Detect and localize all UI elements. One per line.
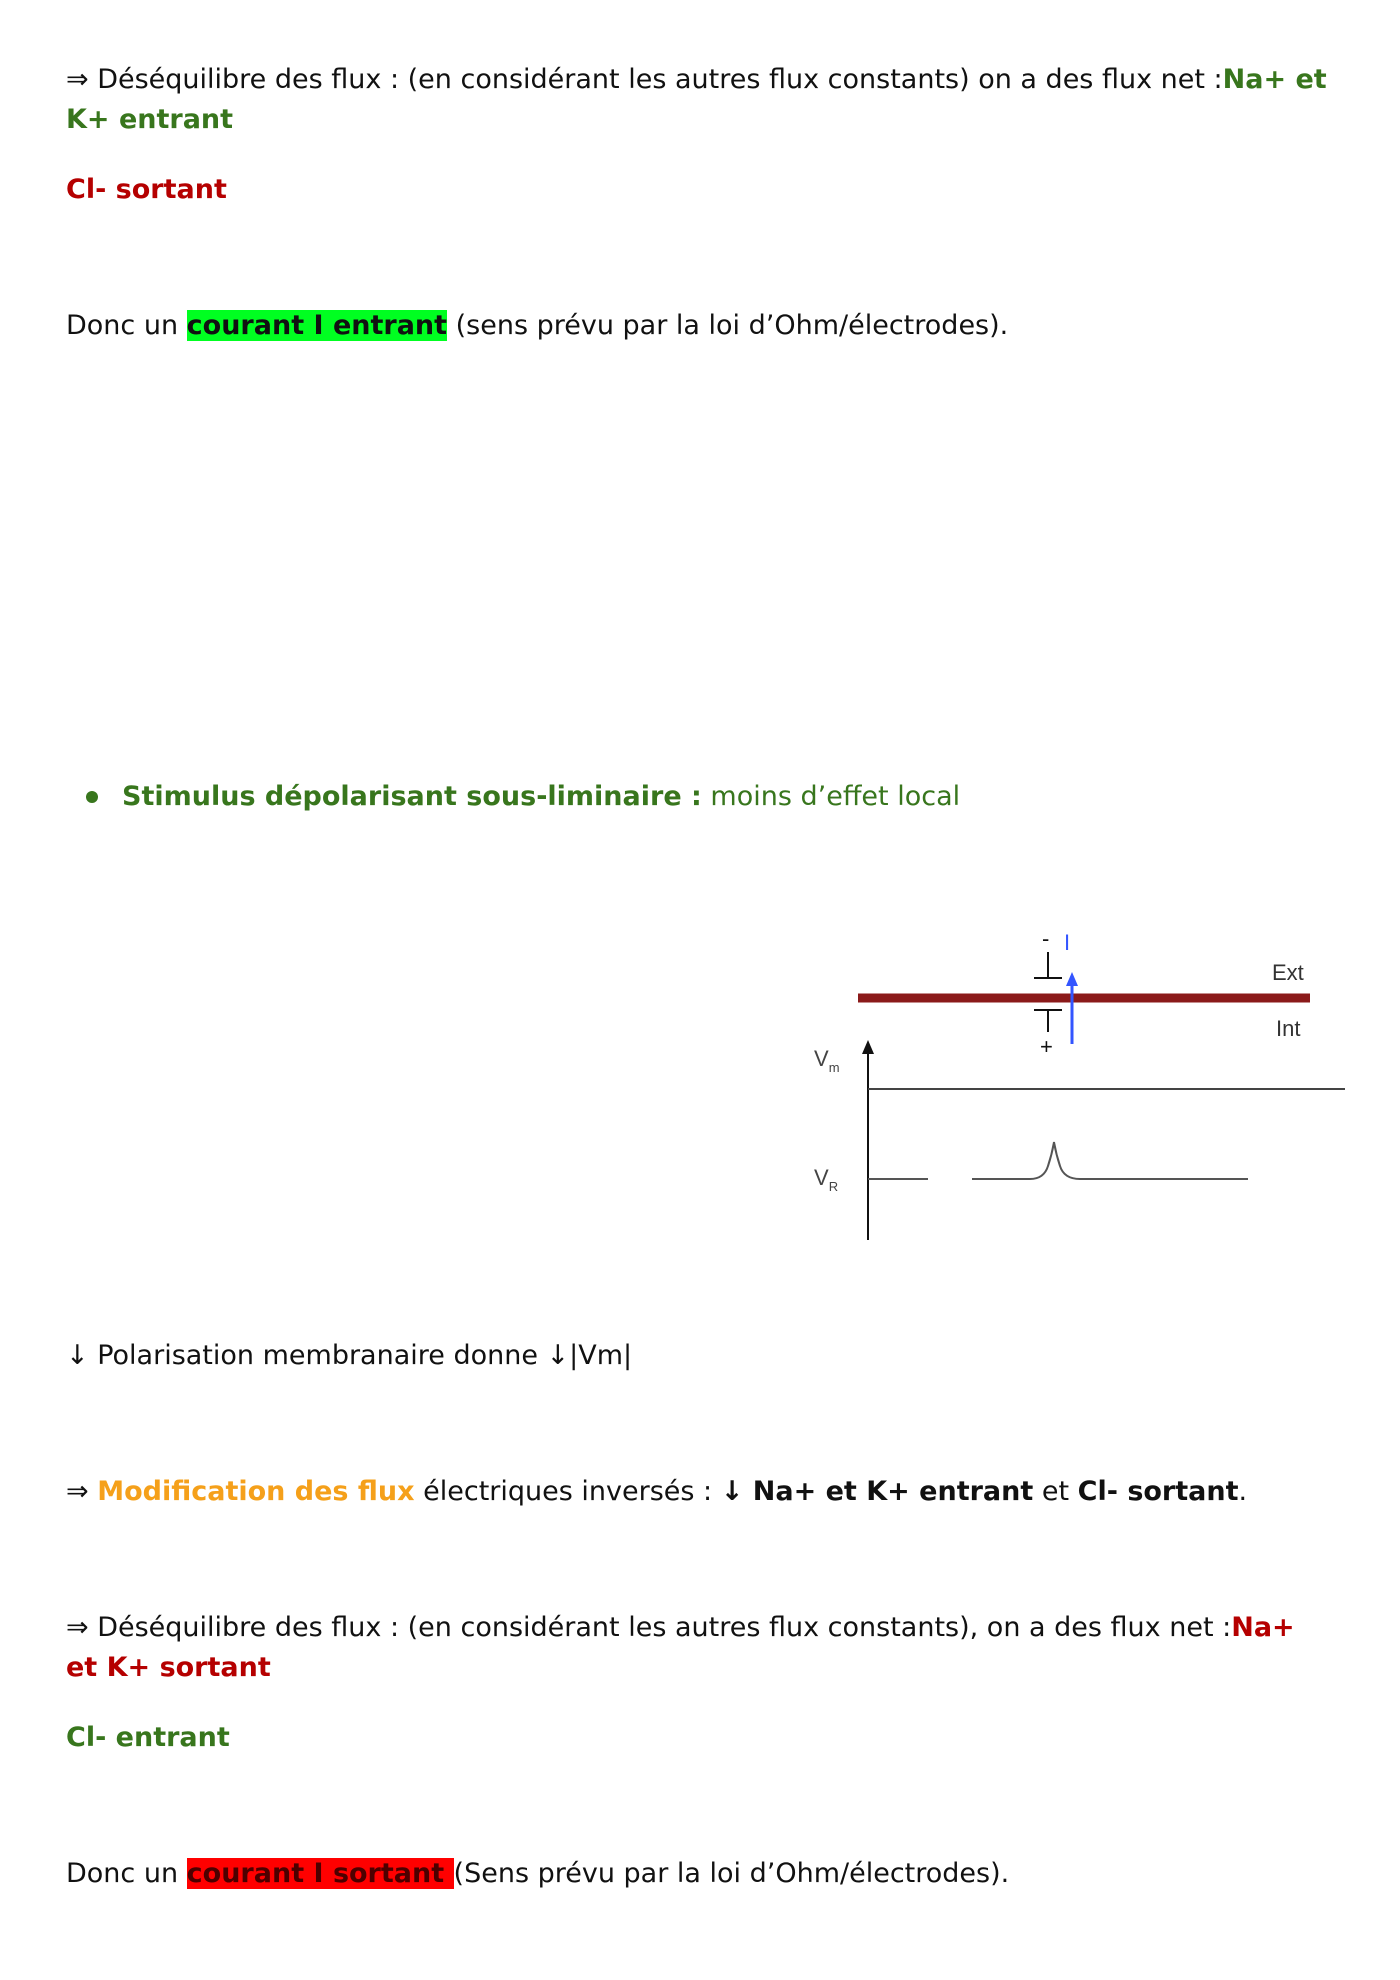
current-suffix: (sens prévu par la loi d’Ohm/électrodes). <box>447 310 1009 341</box>
bullet-item <box>122 777 1334 817</box>
current-line-1 <box>66 306 1334 346</box>
flux-text-2: ⇒ Déséquilibre des flux : (en considérant les autres flux constants), on a des flux net : <box>66 1612 1232 1643</box>
vm-label: $V_m$ <box>814 1046 840 1075</box>
cl-line-1: Cl- sortant <box>66 174 227 205</box>
minus-label: - <box>1042 926 1050 951</box>
modif-highlight: Modification des flux <box>97 1476 415 1507</box>
membrane-potential-diagram <box>800 920 1360 1250</box>
flux-imbalance-1 <box>66 60 1334 140</box>
int-label: Int <box>1276 1016 1301 1041</box>
current-label: I <box>1064 930 1071 955</box>
modif-and: et <box>1033 1476 1078 1507</box>
bullet-title: Stimulus dépolarisant sous-liminaire : <box>122 781 702 812</box>
y-axis-arrowhead <box>862 1040 874 1054</box>
modif-mid: électriques inversés : <box>414 1476 721 1507</box>
flux-modification-line <box>66 1472 1334 1512</box>
potential-trace <box>868 1142 1248 1179</box>
modif-end: . <box>1238 1476 1248 1507</box>
ext-label: Ext <box>1272 960 1304 985</box>
vr-label: $V_R$ <box>814 1165 839 1194</box>
flux-highlight: Na+ et K+ entrant <box>66 64 1327 135</box>
current-prefix: Donc un <box>66 310 187 341</box>
bullet-dot <box>86 791 98 803</box>
modif-bold1: ↓ Na+ et K+ entrant <box>720 1476 1034 1507</box>
flux-text: ⇒ Déséquilibre des flux : (en considérant les autres flux constants) on a des flux net : <box>66 64 1223 95</box>
current-prefix-2: Donc un <box>66 1858 187 1889</box>
modif-bold2: Cl- sortant <box>1077 1476 1239 1507</box>
modif-prefix: ⇒ <box>66 1476 98 1507</box>
current-highlight-2: courant I sortant <box>186 1858 454 1889</box>
bullet-desc: moins d’effet local <box>701 781 961 812</box>
polarisation-line: ↓ Polarisation membranaire donne ↓|Vm| <box>66 1340 633 1371</box>
plus-label: + <box>1040 1034 1053 1059</box>
current-suffix-2: (Sens prévu par la loi d’Ohm/électrodes). <box>453 1858 1010 1889</box>
flux-imbalance-2 <box>66 1608 1334 1688</box>
current-line-2 <box>66 1854 1334 1894</box>
flux-highlight-2: Na+ et K+ sortant <box>66 1612 1295 1683</box>
current-highlight: courant I entrant <box>186 310 448 341</box>
cl-line-2: Cl- entrant <box>66 1722 230 1753</box>
current-arrowhead <box>1066 972 1078 986</box>
